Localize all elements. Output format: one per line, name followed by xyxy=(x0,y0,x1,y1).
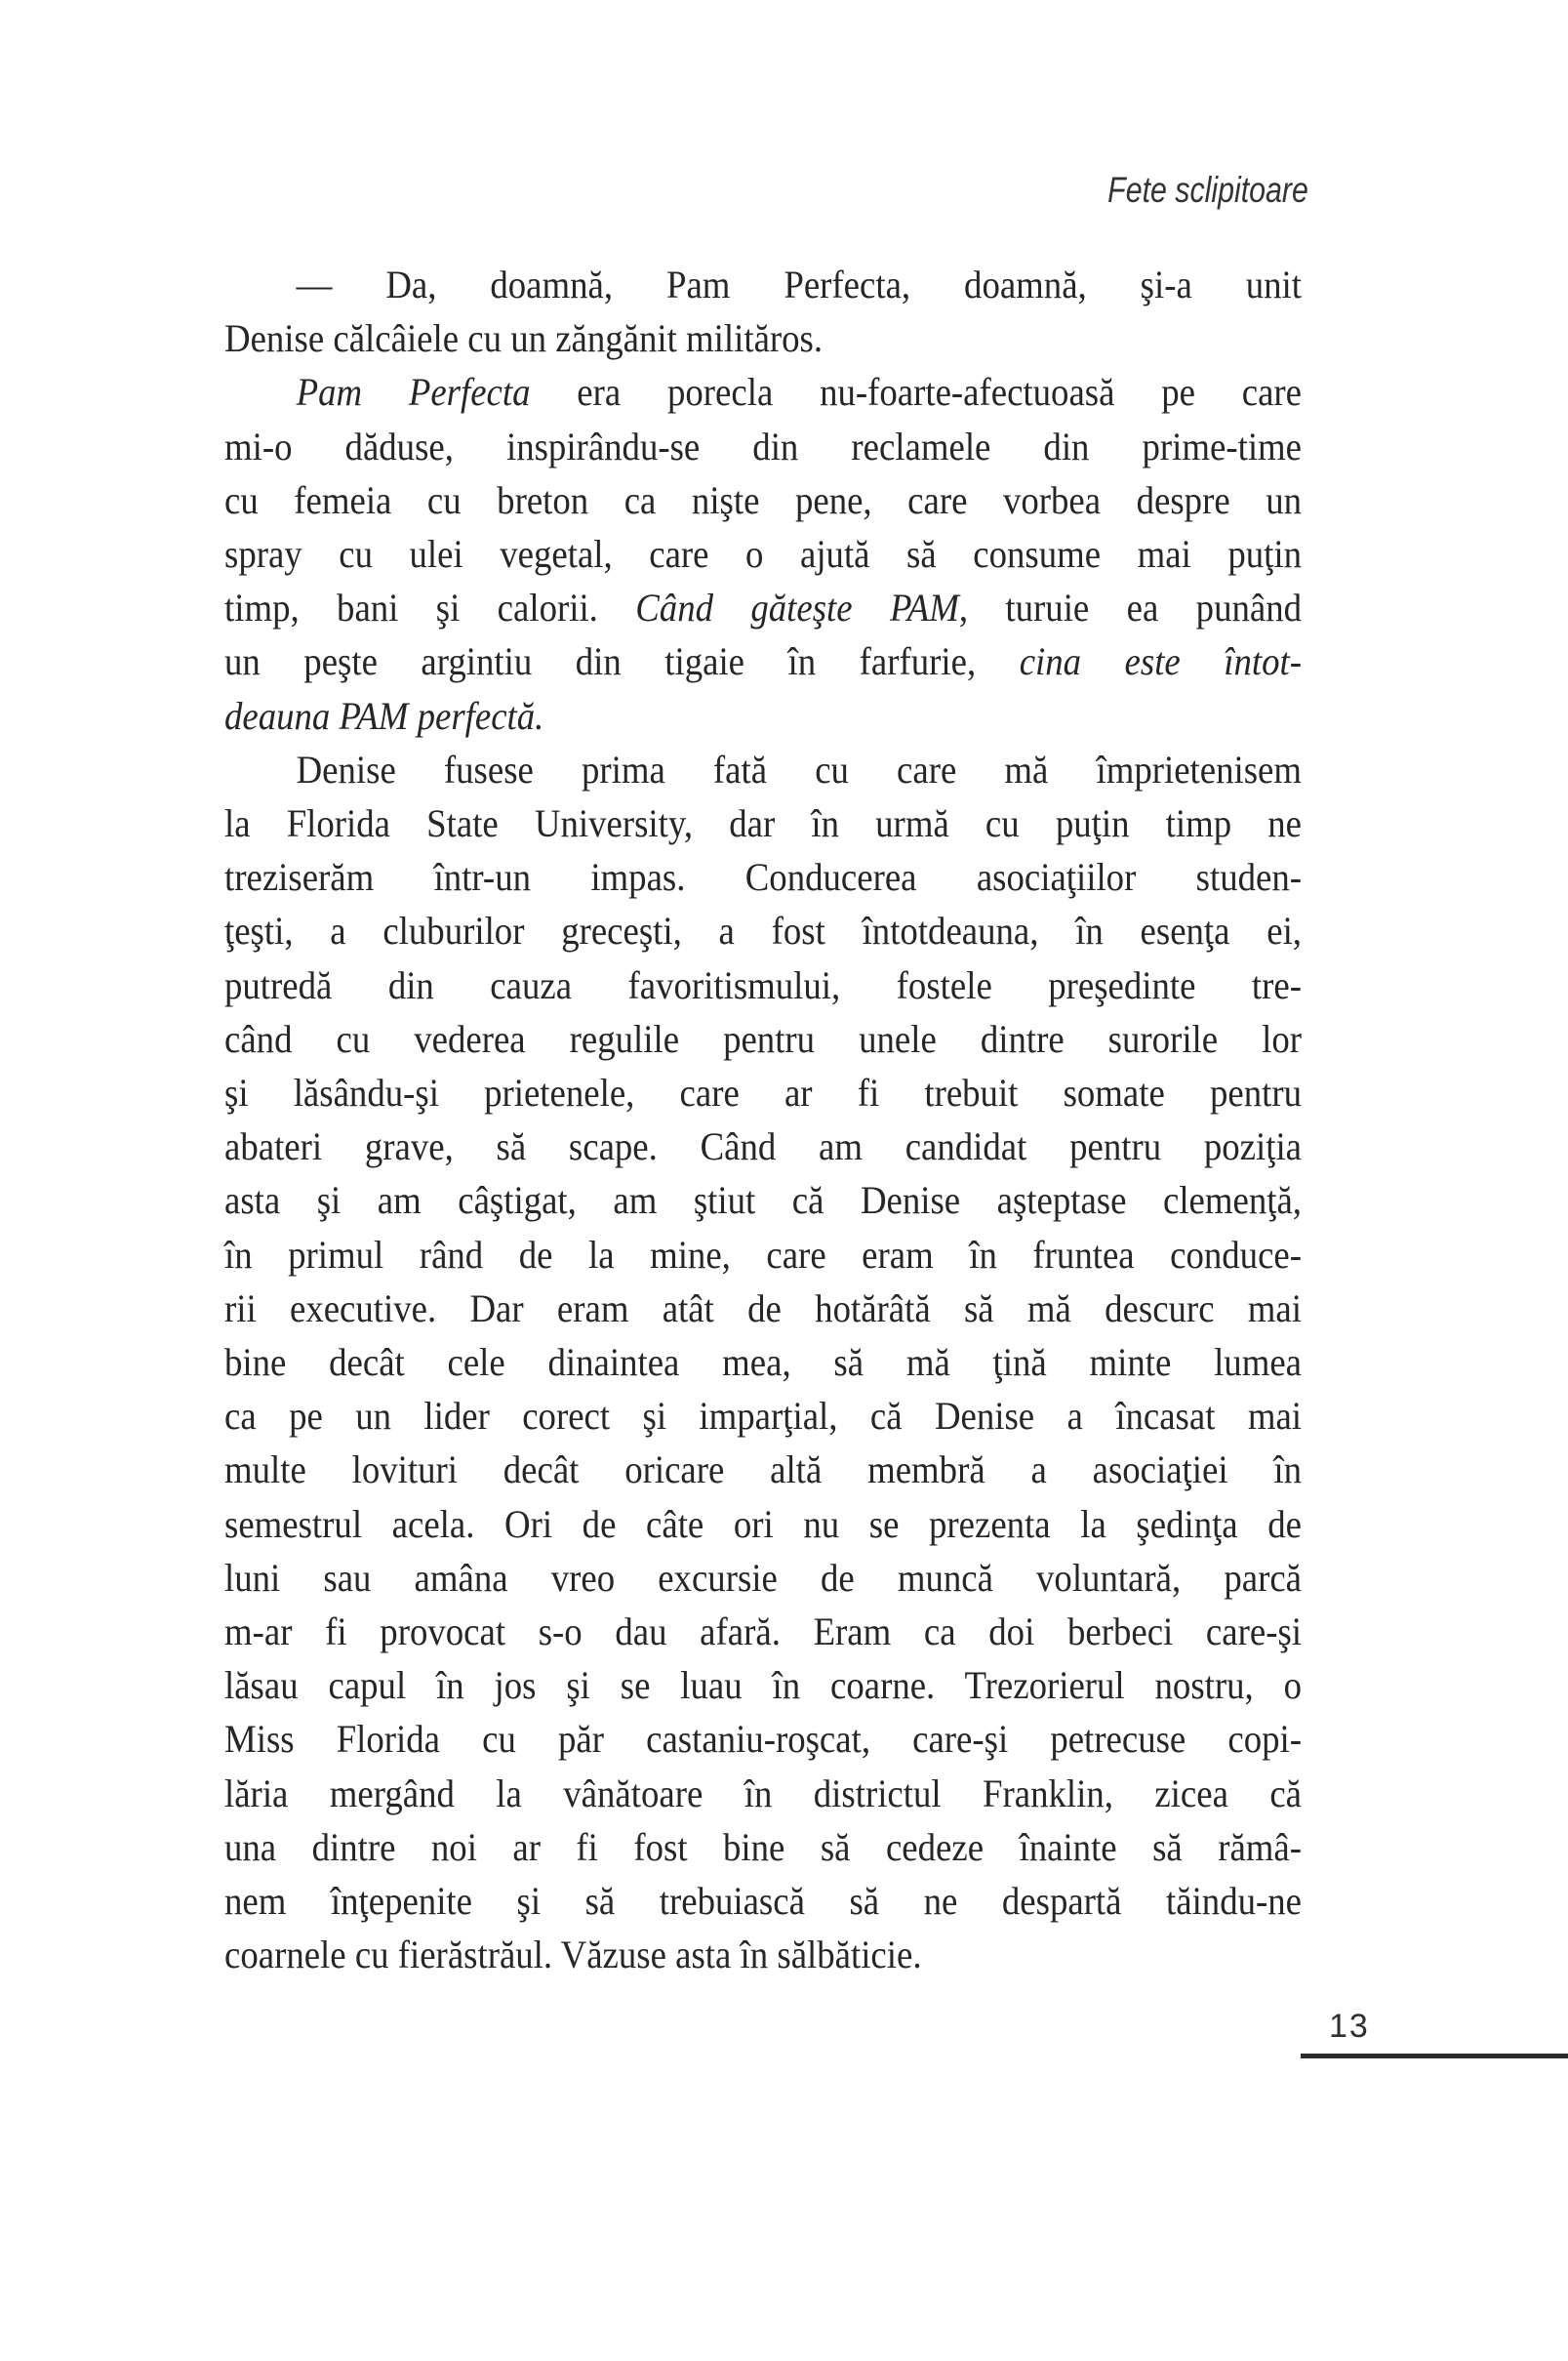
text-line xyxy=(224,420,1302,473)
text-run: rii executive. Dar eram atât de hotărâtă să mă descurc mai xyxy=(224,1285,1302,1330)
text-run: abateri grave, să scape. Când am candidat pentru poziţia xyxy=(224,1124,1302,1169)
text-line xyxy=(224,473,1302,527)
text-run: era porecla nu-foarte-afectuoasă pe care xyxy=(530,370,1303,415)
text-run: m-ar fi provocat s-o dau afară. Eram ca doi berbeci care-şi xyxy=(224,1609,1302,1654)
text-run: Denise fusese prima fată cu care mă împrietenisem xyxy=(296,747,1303,792)
body-text xyxy=(224,258,1302,1982)
text-run: , turuie ea punând xyxy=(958,586,1303,631)
page-number: 13 xyxy=(1329,2008,1370,2045)
text-run: coarnele cu fierăstrăul. Văzuse asta în sălbăticie. xyxy=(224,1933,922,1977)
text-run: asta şi am câştigat, am ştiut că Denise aşteptase clemenţă, xyxy=(224,1178,1302,1223)
text-line xyxy=(224,1605,1302,1658)
text-run: — Da, doamnă, Pam Perfecta, doamnă, şi-a unit xyxy=(296,263,1303,306)
text-run: când cu vederea regulile pentru unele dintre surorile lor xyxy=(224,1016,1302,1061)
text-run: Denise călcâiele cu un zăngănit milităros. xyxy=(224,316,824,361)
text-line xyxy=(224,527,1302,581)
text-line xyxy=(224,1066,1302,1119)
text-run: luni sau amâna vreo excursie de muncă voluntară, parcă xyxy=(224,1555,1302,1600)
text-run-italic: deauna PAM perfectă. xyxy=(224,693,544,738)
text-line xyxy=(224,1874,1302,1928)
text-run: bine decât cele dinaintea mea, să mă ţină minte lumea xyxy=(224,1340,1302,1385)
text-run: în primul rând de la mine, care eram în fruntea conduce- xyxy=(224,1232,1302,1277)
text-line xyxy=(224,258,1302,311)
text-run: mi-o dăduse, inspirându-se din reclamele din prime-time xyxy=(224,424,1302,468)
text-line xyxy=(224,1551,1302,1605)
text-line xyxy=(224,689,1302,743)
text-run-italic: cina este întot- xyxy=(1019,639,1303,684)
text-line xyxy=(224,1658,1302,1712)
text-line xyxy=(224,1767,1302,1820)
text-run: ca pe un lider corect şi imparţial, că Denise a încasat mai xyxy=(224,1394,1302,1439)
text-line xyxy=(224,1712,1302,1766)
footer-rule xyxy=(1301,2054,1568,2058)
text-line xyxy=(224,850,1302,904)
text-line xyxy=(224,581,1302,634)
text-run: spray cu ulei vegetal, care o ajută să consume mai puţin xyxy=(224,532,1302,577)
text-run: lăsau capul în jos şi se luau în coarne. Trezorierul nostru, o xyxy=(224,1663,1302,1708)
text-run: un peşte argintiu din tigaie în farfurie, xyxy=(224,639,1020,684)
text-run-italic: Când găteşte PAM xyxy=(635,586,959,631)
text-run-italic: Pam Perfecta xyxy=(296,370,531,415)
text-line xyxy=(224,1820,1302,1874)
text-line xyxy=(224,365,1302,419)
text-run: la Florida State University, dar în urmă cu puţin timp ne xyxy=(224,801,1302,846)
text-line xyxy=(224,1497,1302,1551)
text-run: ţeşti, a cluburilor greceşti, a fost întotdeauna, în esenţa ei, xyxy=(224,909,1302,954)
text-line xyxy=(224,796,1302,850)
text-run: timp, bani şi calorii. xyxy=(224,586,636,631)
text-line xyxy=(224,1228,1302,1282)
running-header: Fete sclipitoare xyxy=(1107,170,1308,210)
text-line xyxy=(224,1282,1302,1335)
text-line xyxy=(224,743,1302,796)
text-line xyxy=(224,1389,1302,1443)
text-line xyxy=(224,958,1302,1012)
text-run: lăria mergând la vânătoare în districtul Franklin, zicea că xyxy=(224,1771,1302,1815)
text-run: cu femeia cu breton ca nişte pene, care vorbea despre un xyxy=(224,477,1302,522)
text-line xyxy=(224,904,1302,957)
text-line xyxy=(224,1173,1302,1227)
text-line xyxy=(224,1119,1302,1173)
text-line xyxy=(224,1335,1302,1389)
text-run: semestrul acela. Ori de câte ori nu se prezenta la şedinţa de xyxy=(224,1501,1302,1546)
text-line xyxy=(224,1443,1302,1496)
text-run: una dintre noi ar fi fost bine să cedeze înainte să rămâ- xyxy=(224,1824,1302,1869)
text-run: treziserăm într-un impas. Conducerea asociaţiilor studen- xyxy=(224,855,1302,900)
text-run: nem înţepenite şi să trebuiască să ne despartă tăindu-ne xyxy=(224,1879,1302,1924)
text-run: Miss Florida cu păr castaniu-roşcat, care-şi petrecuse copi- xyxy=(224,1717,1302,1762)
text-run: şi lăsându-şi prietenele, care ar fi trebuit somate pentru xyxy=(224,1071,1302,1116)
text-line xyxy=(224,311,1302,365)
text-run: multe lovituri decât oricare altă membră a asociaţiei în xyxy=(224,1447,1302,1492)
text-line xyxy=(224,1012,1302,1066)
text-line xyxy=(224,634,1302,688)
text-run: putredă din cauza favoritismului, fostele preşedinte tre- xyxy=(224,962,1302,1007)
text-line xyxy=(224,1928,1302,1981)
